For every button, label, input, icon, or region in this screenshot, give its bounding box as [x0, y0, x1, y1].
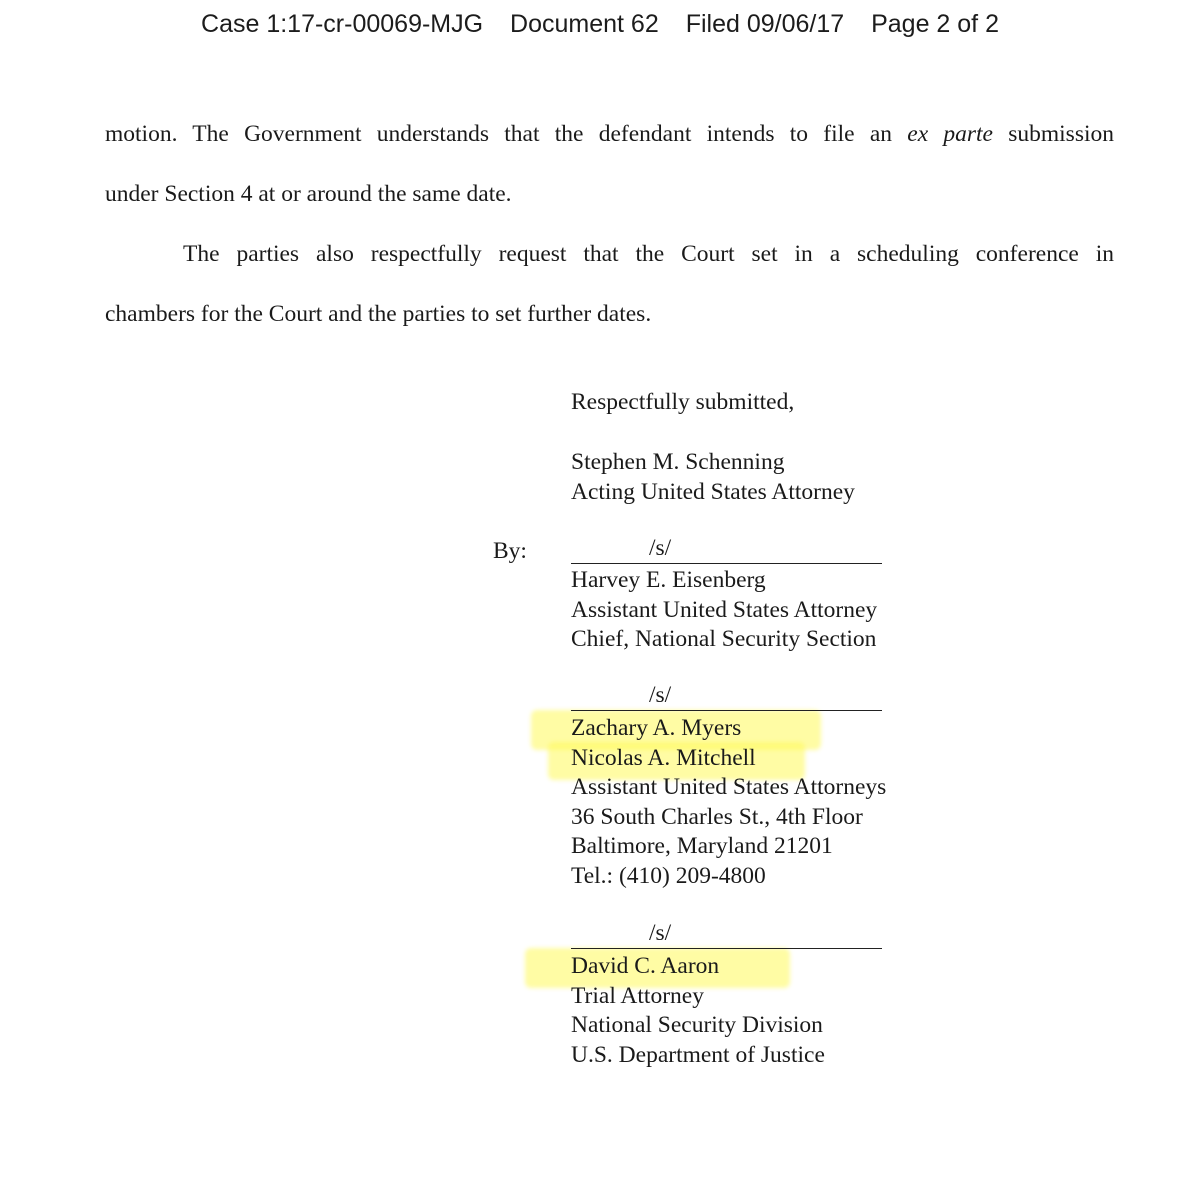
paragraph-2-line-1: The parties also respectfully request that the Court set in a scheduling conference in: [183, 241, 1114, 267]
signer-2-address-2: Baltimore, Maryland 21201: [571, 833, 833, 859]
signer-3-name: David C. Aaron: [571, 953, 720, 979]
paragraph-2: [105, 224, 1114, 344]
paragraph-1-line-2: under Section 4 at or around the same date.: [105, 181, 512, 207]
signer-1-name: Harvey E. Eisenberg: [571, 567, 766, 593]
signature-line-1: [571, 537, 882, 564]
us-attorney-block: [571, 448, 855, 507]
us-attorney-title: Acting United States Attorney: [571, 478, 855, 505]
case-number: Case 1:17-cr-00069-MJG: [201, 10, 484, 38]
document-header: [0, 10, 1200, 39]
signer-2-name-b: Nicolas A. Mitchell: [571, 744, 756, 771]
signer-3-dept: U.S. Department of Justice: [571, 1041, 825, 1068]
paragraph-2-line-2: chambers for the Court and the parties to set further dates.: [105, 301, 652, 327]
signer-1-title: Assistant United States Attorney: [571, 596, 878, 623]
paragraph-1: [105, 104, 1114, 224]
signer-3-division: National Security Division: [571, 1012, 823, 1038]
signature-mark: /s/: [649, 535, 672, 561]
signature-mark: /s/: [649, 920, 672, 946]
signer-2-block: [571, 714, 886, 891]
page-number: Page 2 of 2: [871, 10, 999, 38]
signer-2-name-a: Zachary A. Myers: [571, 715, 742, 741]
ex-parte-italic: ex parte: [907, 121, 993, 147]
signer-1-section: Chief, National Security Section: [571, 626, 877, 652]
signer-3-title: Trial Attorney: [571, 982, 704, 1009]
signature-line-2: [571, 684, 882, 711]
filed-date: Filed 09/06/17: [685, 10, 845, 38]
signature-mark: /s/: [649, 682, 672, 708]
by-label: By:: [493, 538, 527, 564]
signature-line-3: [571, 922, 882, 949]
signer-3-block: [571, 952, 825, 1070]
closing: Respectfully submitted,: [571, 389, 795, 415]
document-number: Document 62: [510, 10, 659, 38]
signer-2-phone: Tel.: (410) 209-4800: [571, 862, 766, 889]
us-attorney-name: Stephen M. Schenning: [571, 449, 785, 475]
signer-2-address-1: 36 South Charles St., 4th Floor: [571, 803, 863, 830]
signer-2-title: Assistant United States Attorneys: [571, 774, 887, 800]
paragraph-1-line-1: motion. The Government understands that the defendant intends to file an ex parte submission: [105, 121, 1115, 147]
signer-1-block: [571, 566, 877, 655]
